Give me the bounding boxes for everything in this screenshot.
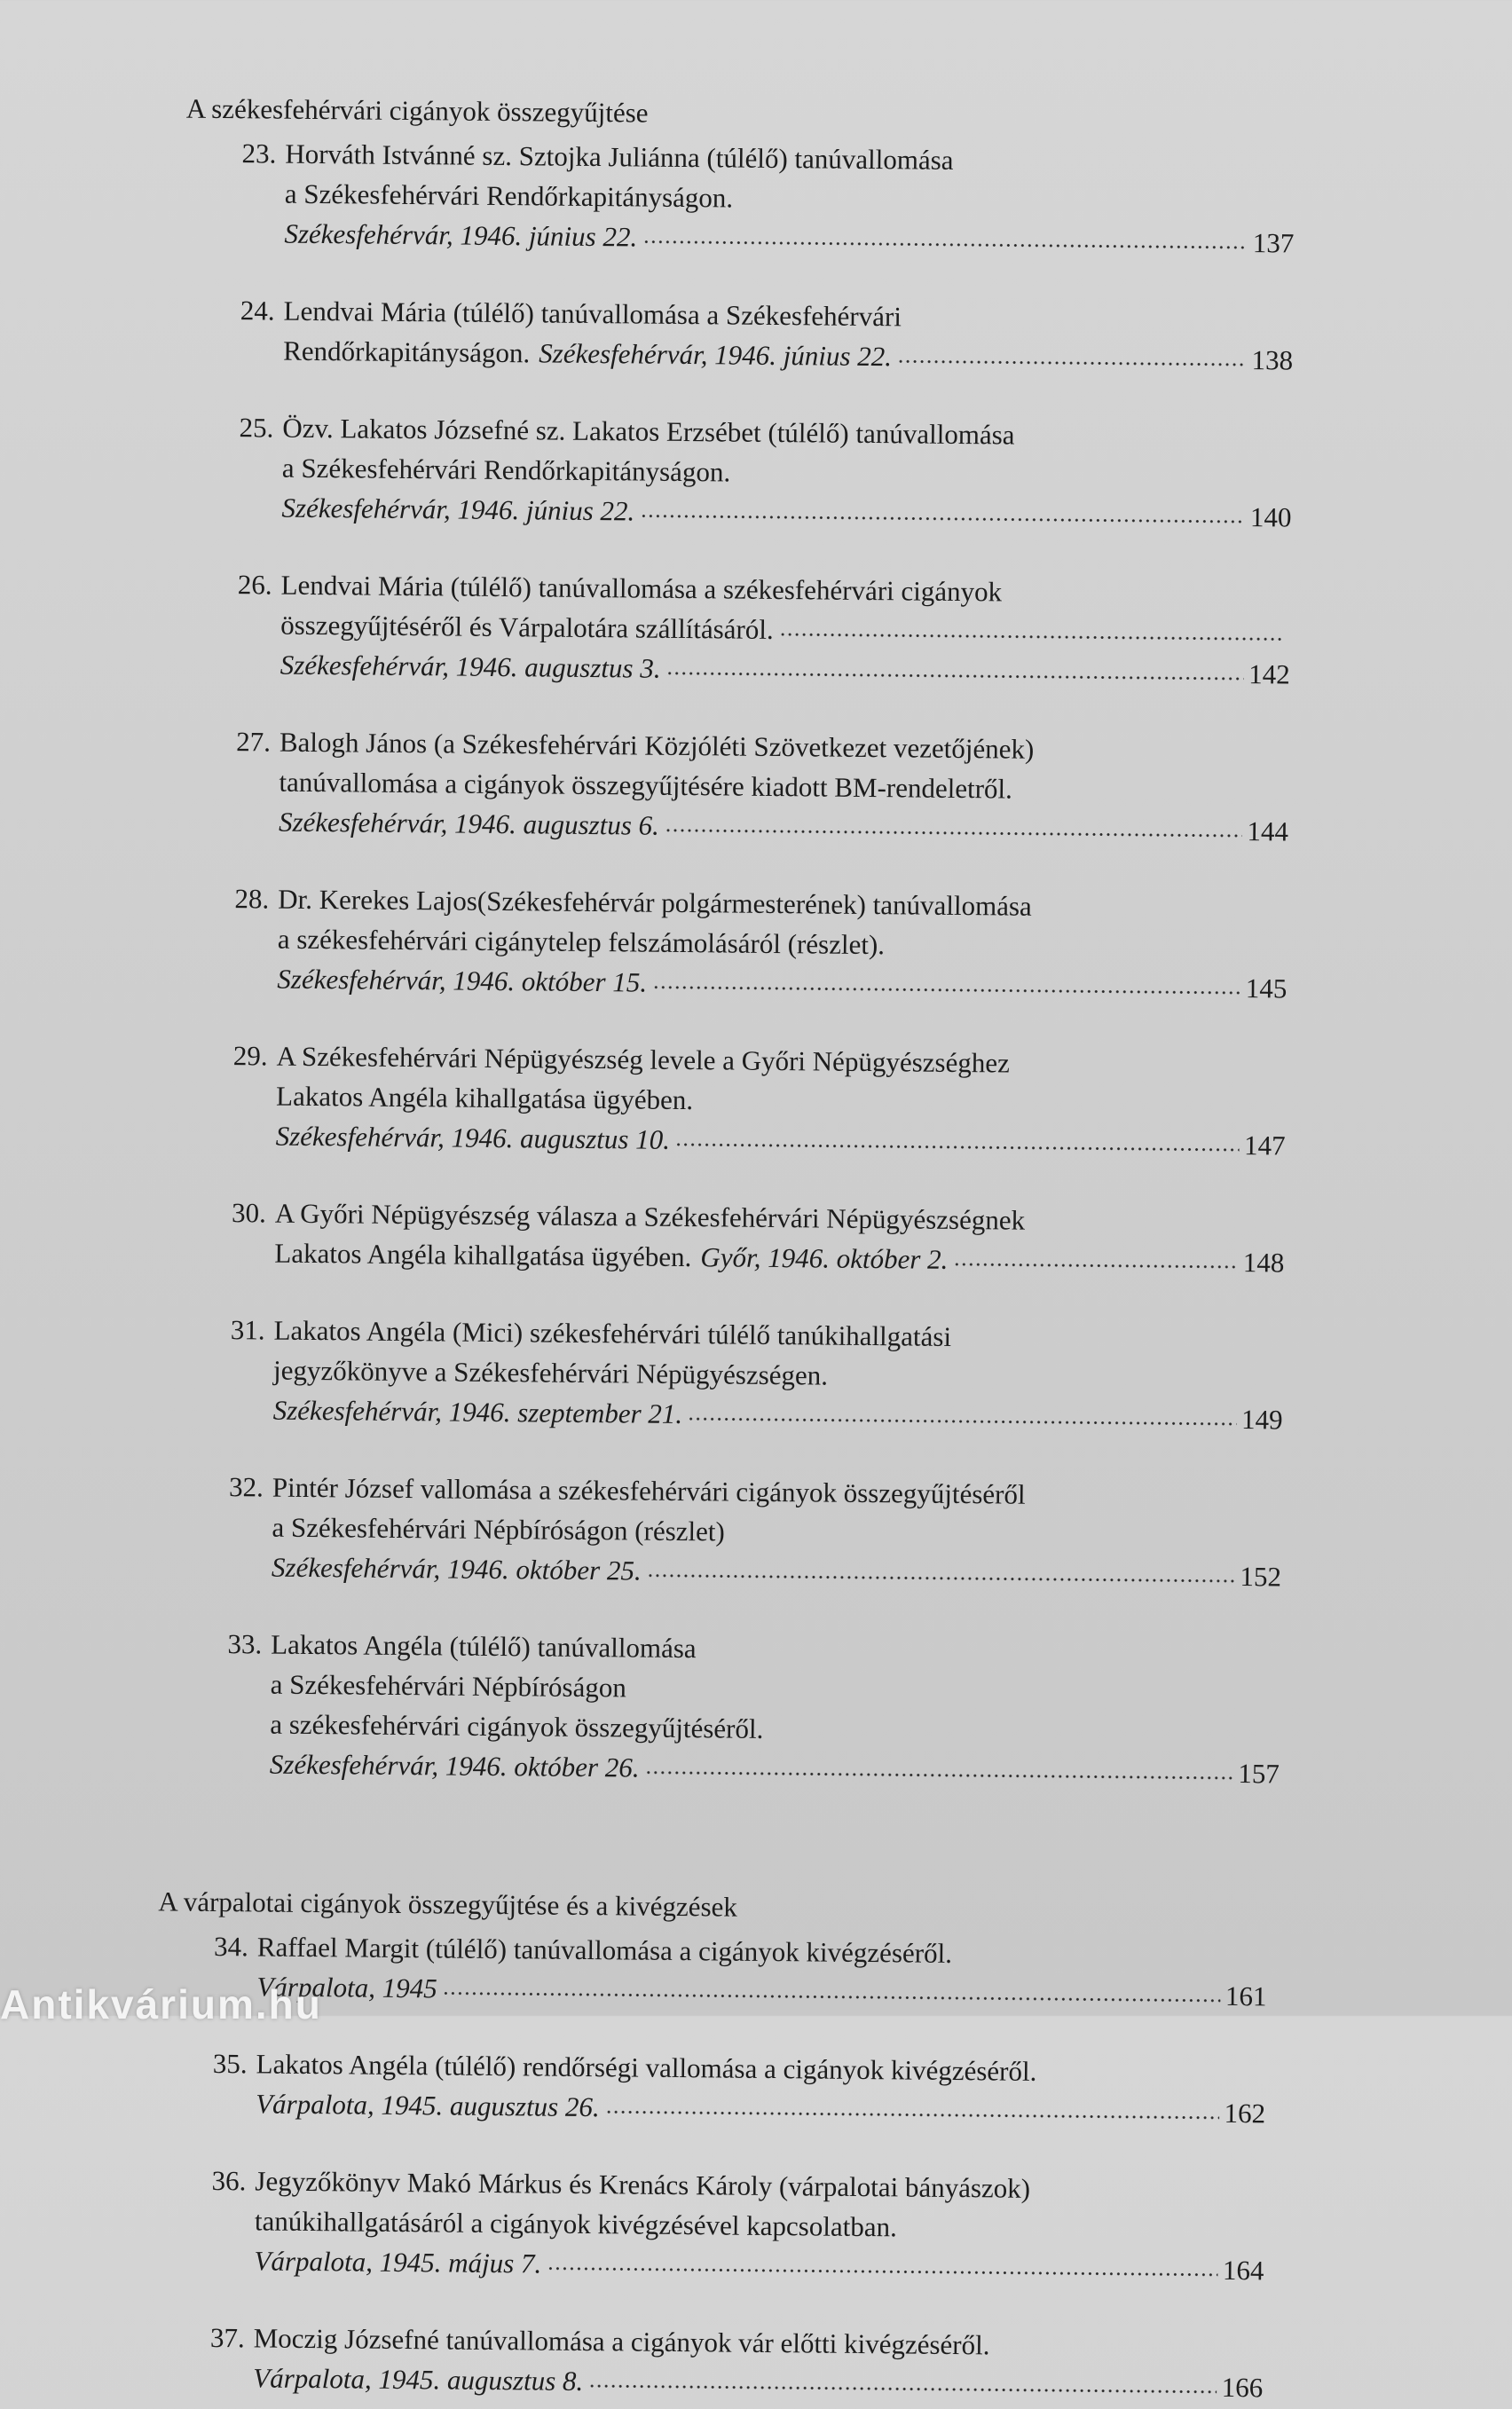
entry-title: A Győri Népügyészség válasza a Székesfehérvári Népügyészségnek xyxy=(274,1197,1026,1236)
page-number: 149 xyxy=(1240,1404,1283,1436)
entry-place: Székesfehérvár, 1946. augusztus 6. xyxy=(278,806,660,841)
entry-place: Várpalota, 1945. augusztus 26. xyxy=(256,2088,600,2123)
page-number: 138 xyxy=(1251,344,1294,376)
entry-indent xyxy=(215,1773,270,1774)
dot-leader xyxy=(779,632,1286,642)
entry-indent xyxy=(230,202,285,203)
entry-indent xyxy=(225,673,280,674)
entry-place: Székesfehérvár, 1946. augusztus 10. xyxy=(275,1120,671,1155)
entry-title: a Székesfehérvári Rendőrkapitányságon. xyxy=(284,177,734,214)
dot-leader xyxy=(897,358,1247,367)
entry-title: Pintér József vallomása a székesfehérvári cigányok összegyűjtéséről xyxy=(272,1471,1026,1510)
entry-number: 34. xyxy=(213,1930,249,1963)
entry-number: 37. xyxy=(209,2321,245,2354)
entry-title: a székesfehérvári cigányok összegyűjtéséről. xyxy=(270,1708,764,1744)
page-number: 166 xyxy=(1221,2371,1264,2404)
dot-leader xyxy=(665,671,1243,681)
page-number: 140 xyxy=(1249,501,1292,533)
dot-leader xyxy=(665,828,1242,838)
page-number: 137 xyxy=(1252,227,1295,259)
entry-place: Várpalota, 1945 xyxy=(256,1971,437,2004)
page-number: 145 xyxy=(1245,972,1288,1004)
entry-title: Lakatos Angéla kihallgatása ügyében. xyxy=(274,1237,692,1273)
dot-leader xyxy=(588,2383,1216,2395)
entry-number: 30. xyxy=(231,1197,267,1229)
entry-indent xyxy=(223,948,278,949)
entry-title: Jegyzőkönyv Makó Márkus és Krenács Károly (várpalotai bányászok) xyxy=(255,2165,1031,2204)
entry-title: Lakatos Angéla kihallgatása ügyében. xyxy=(275,1080,694,1116)
page-number: 152 xyxy=(1240,1561,1282,1593)
entry-indent xyxy=(215,1733,270,1734)
entry-number: 29. xyxy=(232,1040,268,1072)
entry-title: Lendvai Mária (túlélő) tanúvallomása a székesfehérvári cigányok xyxy=(280,569,1003,608)
entry-indent xyxy=(199,2270,254,2271)
page-number: 164 xyxy=(1222,2254,1264,2287)
entry-number: 33. xyxy=(227,1628,263,1660)
dot-leader xyxy=(953,1262,1238,1270)
entry-place: Székesfehérvár, 1946. június 22. xyxy=(539,337,893,373)
entry-title: a Székesfehérvári Népbíróságon xyxy=(270,1668,627,1704)
entry-title: Raffael Margit (túlélő) tanúvallomása a cigányok kivégzéséről. xyxy=(256,1931,953,1969)
toc-entry xyxy=(225,564,1291,695)
entry-title: tanúvallomása a cigányok összegyűjtésére kiadott BM-rendeletről. xyxy=(279,766,1013,805)
entry-indent xyxy=(198,2387,253,2388)
watermark-text: Antikvárium.hu xyxy=(0,1981,322,2027)
dot-leader xyxy=(647,1573,1235,1584)
entry-place: Várpalota, 1945. május 7. xyxy=(254,2245,542,2279)
dot-leader xyxy=(644,1770,1232,1781)
entry-title: jegyzőkönyve a Székesfehérvári Népügyészségen. xyxy=(272,1354,829,1391)
entry-title: Rendőrkapitányságon. xyxy=(283,335,531,369)
dot-leader xyxy=(652,985,1240,996)
entry-title: Horváth Istvánné sz. Sztojka Juliánna (túlélő) tanúvallomása xyxy=(285,138,954,176)
entry-indent xyxy=(227,476,282,477)
entry-place: Székesfehérvár, 1946. október 25. xyxy=(271,1551,642,1586)
entry-place: Győr, 1946. október 2. xyxy=(700,1241,949,1275)
toc-entry xyxy=(222,878,1288,1009)
entry-indent xyxy=(226,516,281,517)
toc-entry xyxy=(217,1467,1282,1597)
entry-place: Székesfehérvár, 1946. szeptember 21. xyxy=(272,1394,683,1430)
toc-entry xyxy=(226,407,1292,538)
entry-number: 26. xyxy=(237,569,272,601)
section-heading: A várpalotai cigányok összegyűjtése és a kivégzések xyxy=(158,1885,738,1923)
entry-title: a Székesfehérvári Népbíróságon (részlet) xyxy=(272,1511,725,1547)
dot-leader xyxy=(675,1142,1239,1153)
page-number: 161 xyxy=(1225,1980,1267,2012)
entry-number: 35. xyxy=(212,2047,248,2080)
entry-number: 23. xyxy=(241,138,277,169)
toc-entry xyxy=(201,1926,1267,2017)
dot-leader xyxy=(640,514,1245,525)
page-number: 162 xyxy=(1224,2097,1266,2130)
toc-entry xyxy=(215,1624,1281,1794)
entry-indent xyxy=(218,1419,273,1420)
toc-entry xyxy=(229,133,1295,264)
entry-title: tanúkihallgatásáról a cigányok kivégzésével kapcsolatban. xyxy=(254,2205,897,2243)
dot-leader xyxy=(688,1416,1236,1427)
entry-title: Lakatos Angéla (Mici) székesfehérvári túlélő tanúkihallgatási xyxy=(273,1314,952,1352)
dot-leader xyxy=(547,2266,1217,2278)
entry-title: Balogh János (a Székesfehérvári Közjóléti Szövetkezet vezetőjének) xyxy=(279,726,1035,765)
entry-title: Lakatos Angéla (túlélő) tanúvallomása xyxy=(271,1628,697,1665)
entry-indent xyxy=(201,2113,256,2114)
section-heading: A székesfehérvári cigányok összegyűjtése xyxy=(185,92,649,129)
dot-leader xyxy=(642,240,1248,251)
entry-place: Székesfehérvár, 1946. augusztus 3. xyxy=(280,649,661,684)
entry-title: a Székesfehérvári Rendőrkapitányságon. xyxy=(281,452,731,488)
toc-entry xyxy=(228,290,1294,381)
entry-number: 36. xyxy=(211,2164,247,2197)
entry-title: Moczig Józsefné tanúvallomása a cigányok vár előtti kivégzéséről. xyxy=(253,2322,990,2361)
entry-indent xyxy=(229,242,284,243)
dot-leader xyxy=(443,1990,1220,2003)
entry-place: Székesfehérvár, 1946. június 22. xyxy=(281,492,635,527)
toc-entry xyxy=(201,2043,1266,2134)
entry-title: A Székesfehérvári Népügyészség levele a Győri Népügyészséghez xyxy=(276,1040,1011,1079)
toc-entry xyxy=(224,721,1289,852)
entry-indent xyxy=(218,1379,273,1380)
entry-indent xyxy=(200,2230,255,2231)
entry-place: Várpalota, 1945. augusztus 8. xyxy=(253,2362,584,2397)
page-number: 147 xyxy=(1243,1130,1286,1161)
entry-indent xyxy=(216,1693,271,1694)
entry-title: a székesfehérvári cigánytelep felszámolásáról (részlet). xyxy=(277,923,886,961)
page-number: 142 xyxy=(1248,658,1290,690)
entry-indent xyxy=(228,359,283,360)
toc-entry xyxy=(220,1035,1286,1166)
entry-title: Özv. Lakatos Józsefné sz. Lakatos Erzsébet (túlélő) tanúvallomása xyxy=(282,412,1015,451)
page-number: 157 xyxy=(1238,1758,1280,1790)
toc-entry xyxy=(198,2318,1264,2408)
page-number: 148 xyxy=(1242,1247,1285,1279)
entry-title: Lendvai Mária (túlélő) tanúvallomása a Székesfehérvári xyxy=(283,295,902,333)
toc-entry xyxy=(218,1310,1284,1440)
entry-indent xyxy=(217,1536,272,1537)
entry-place: Székesfehérvár, 1946. október 15. xyxy=(277,963,648,998)
entry-number: 32. xyxy=(228,1471,264,1503)
toc-entry xyxy=(199,2161,1264,2291)
entry-indent xyxy=(217,1576,272,1577)
entry-number: 25. xyxy=(239,412,274,444)
entry-title: Dr. Kerekes Lajos(Székesfehérvár polgármesterének) tanúvallomása xyxy=(278,883,1032,922)
entry-place: Székesfehérvár, 1946. október 26. xyxy=(269,1748,640,1783)
dot-leader xyxy=(605,2109,1219,2121)
entry-place: Székesfehérvár, 1946. június 22. xyxy=(284,217,638,253)
entry-title: összegyűjtéséről és Várpalotára szállításáról. xyxy=(280,609,774,645)
entry-number: 31. xyxy=(230,1314,265,1346)
entry-number: 28. xyxy=(234,883,270,915)
entry-title: Lakatos Angéla (túlélő) rendőrségi vallomása a cigányok kivégzéséről. xyxy=(256,2048,1037,2087)
entry-number: 24. xyxy=(240,295,275,327)
entry-indent xyxy=(219,1262,274,1263)
entry-number: 27. xyxy=(236,726,272,758)
toc-entry xyxy=(219,1193,1285,1283)
entry-indent xyxy=(221,1105,276,1106)
page-number: 144 xyxy=(1247,815,1289,847)
